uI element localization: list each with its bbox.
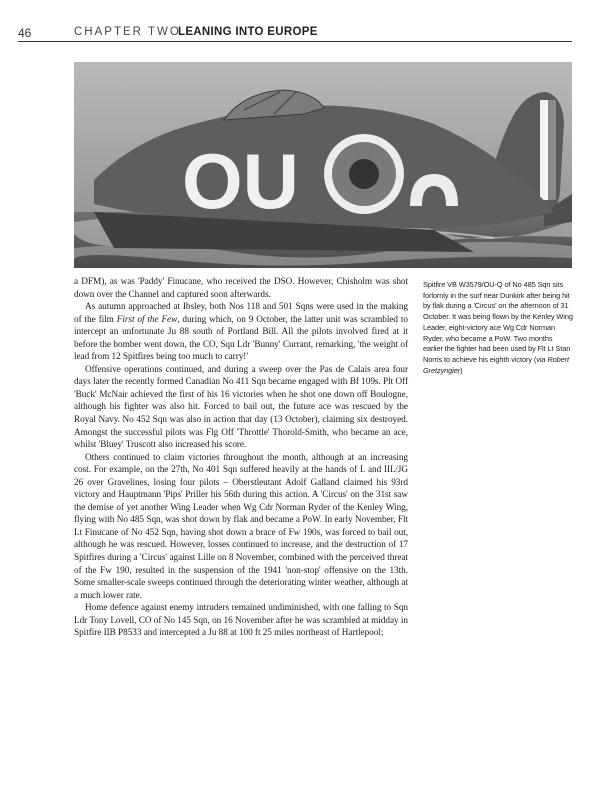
running-header: [18, 24, 572, 42]
header-rule: [18, 41, 572, 42]
film-title: First of the Few: [116, 314, 178, 325]
fuselage-code-text: OU: [182, 137, 299, 225]
spitfire-photo: [74, 62, 572, 268]
caption-main: Spitfire VB W3579/OU-Q of No 485 Sqn sits forlornly in the surf near Dunkirk after being hit by flak during a 'Circus' on the afternoon of 31 October. It was being flown by the Kenley Wing Leader, eight-victory ace Wg Cdr Norman Ryder, who became a PoW. Two months earlier the fighter had been used by Flt Lt Stan Norris to achieve his eighth victory (: [423, 280, 573, 364]
photo-caption: [423, 280, 573, 376]
paragraph-3: Offensive operations continued, and during a sweep over the Pas de Calais area four days later the recently formed Canadian No 411 Sqn became engaged with Bf 109s. Plt Off 'Buck' McNair achieved the first of his 16 victories when he shot one down off Boulogne, although his fighter was also hit. Forced to bail out, the future ace was rescued by the Royal Navy. No 452 Sqn was also in action that day (13 October), claiming six destroyed. Amongst the successful pilots was Flg Off 'Throttle' Thorold-Smith, who became an ace, whilst 'Bluey' Truscott also increased his score.: [74, 364, 408, 451]
paragraph-1: a DFM), as was 'Paddy' Finucane, who received the DSO. However, Chisholm was shot down over the Channel and captured soon afterwards.: [74, 277, 408, 300]
body-text: [74, 276, 408, 640]
paragraph-5: Home defence against enemy intruders remained undiminished, with one falling to Sqn Ldr Tony Lovell, CO of No 145 Sqn, on 16 November after he was scrambled at midday in Spitfire IIB P8533 and intercepted a Ju 88 at 100 ft 25 miles northeast of Hartlepool;: [74, 603, 408, 639]
caption-end: ): [460, 365, 463, 375]
chapter-label: CHAPTER TWO: [74, 26, 181, 38]
spitfire-photo-drawing: [74, 62, 572, 268]
caption-credit: via Robert Gretzyngier: [423, 354, 569, 375]
page-number: 46: [18, 26, 32, 40]
paragraph-2: [74, 301, 408, 364]
paragraph-4: Others continued to claim victories throughout the month, although at an increasing cost. For example, on the 27th, No 401 Sqn suffered heavily at the hands of I. and III./JG 26 over Gravelines, losing four pilots – Oberstleutant Adolf Galland claimed his 93rd victory and Hauptmann 'Pips' Priller his 56th during this action. A 'Circus' on the 31st saw the demise of yet another Wing Leader when Wg Cdr Norman Ryder of the Kenley Wing, flying with No 485 Sqn, was shot down by flak and became a PoW. In early November, Flt Lt Finucane of No 452 Sqn, having shot down a brace of Fw 190s, was forced to bail out, although he was rescued. However, losses continued to increase, and the destruction of 17 Spitfires during a 'Circus' against Lille on 8 November, combined with the perceived threat of the Fw 190, resulted in the suspension of the 1941 'non-stop' offensive on the 13th. Some smaller-scale sweeps continued through the deteriorating winter weather, although at a much lower rate.: [74, 452, 408, 601]
paragraph-2-start: As autumn approached at Ibsley, both Nos 118 and 501 Sqns were used in the making of the film: [74, 302, 408, 325]
paragraph-2-end: , during which, on 9 October, the latter unit was scrambled to intercept an unfortunate Ju 88 south of Portland Bill. All the pilots involved fired at it before the bomber went down, the CO, Sqn Ldr 'Bunny' Currant, remarking, 'the weight of lead from 12 Spitfires being too much to carry!': [74, 314, 408, 363]
section-title: LEANING INTO EUROPE: [178, 26, 318, 38]
